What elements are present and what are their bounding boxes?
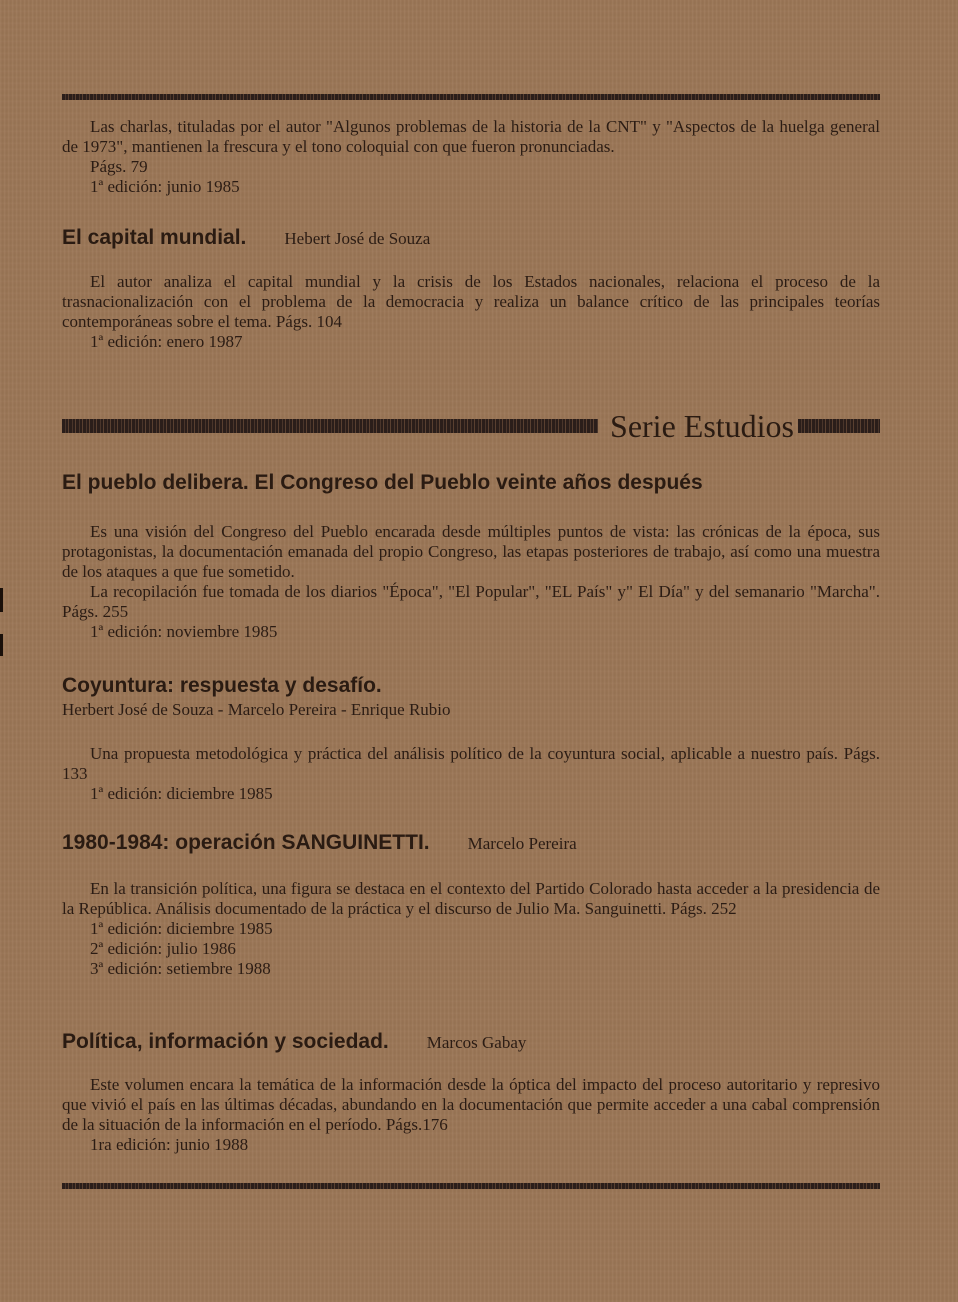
politica-author: Marcos Gabay xyxy=(426,1033,527,1052)
pueblo-title-row xyxy=(62,471,880,495)
left-edge-mark-bottom xyxy=(0,634,3,656)
capital-title-row xyxy=(62,226,880,250)
sanguinetti-edition-2: 2ª edición: julio 1986 xyxy=(90,939,236,958)
sanguinetti-title: 1980-1984: operación SANGUINETTI. xyxy=(62,831,430,854)
sanguinetti-description: En la transición política, una figura se destaca en el contexto del Partido Colorado hasta acceder a la presidencia de la República. Análisis documentado de la práctica y el discurso de Julio Ma. Sanguinetti. Págs. 252 xyxy=(62,879,880,918)
coyuntura-authors: Herbert José de Souza - Marcelo Pereira - Enrique Rubio xyxy=(62,700,451,719)
top-entry-edition-1: 1ª edición: junio 1985 xyxy=(90,177,240,196)
series-bar-left xyxy=(62,419,598,433)
pueblo-edition-1: 1ª edición: noviembre 1985 xyxy=(90,622,278,641)
capital-entry xyxy=(62,272,880,352)
sanguinetti-title-row xyxy=(62,831,880,855)
coyuntura-title-row xyxy=(62,674,880,698)
top-divider-rule xyxy=(62,94,880,100)
sanguinetti-edition-3: 3ª edición: setiembre 1988 xyxy=(90,959,271,978)
sanguinetti-entry xyxy=(62,879,880,979)
capital-description: El autor analiza el capital mundial y la crisis de los Estados nacionales, relaciona el proceso de la trasnacionalización con el problema de la democracia y realiza un balance crítico de las principales teorías contemporáneas sobre el tema. Págs. 104 xyxy=(62,272,880,331)
pueblo-paragraph-2: La recopilación fue tomada de los diarios "Época", "El Popular", "EL País" y" El Día" y del semanario "Marcha". Págs. 255 xyxy=(62,582,880,621)
series-bar-right xyxy=(798,419,880,433)
series-header xyxy=(62,408,880,444)
capital-title: El capital mundial. xyxy=(62,226,247,249)
top-entry-pages: Págs. 79 xyxy=(90,157,148,176)
politica-edition-1: 1ra edición: junio 1988 xyxy=(90,1135,249,1154)
capital-author: Hebert José de Souza xyxy=(284,229,431,248)
politica-description: Este volumen encara la temática de la información desde la óptica del impacto del proceso autoritario y represivo que vivió el país en las últimas décadas, abundando en la documentación que permite acceder a una cabal comprensión de la situación de la información en el período. Págs.176 xyxy=(62,1075,880,1134)
pueblo-entry xyxy=(62,522,880,642)
top-entry-description: Las charlas, tituladas por el autor "Algunos problemas de la historia de la CNT" y "Aspectos de la huelga general de 1973", mantienen la frescura y el tono coloquial con que fueron pronunciadas. xyxy=(62,117,880,156)
left-edge-mark-top xyxy=(0,588,3,612)
politica-entry xyxy=(62,1075,880,1155)
politica-title: Política, información y sociedad. xyxy=(62,1030,389,1053)
top-entry xyxy=(62,117,880,197)
pueblo-title: El pueblo delibera. El Congreso del Pueblo veinte años después xyxy=(62,471,703,494)
coyuntura-edition-1: 1ª edición: diciembre 1985 xyxy=(90,784,273,803)
sanguinetti-edition-1: 1ª edición: diciembre 1985 xyxy=(90,919,273,938)
sanguinetti-author: Marcelo Pereira xyxy=(467,834,577,853)
bottom-divider-rule xyxy=(62,1183,880,1189)
coyuntura-description: Una propuesta metodológica y práctica del análisis político de la coyuntura social, aplicable a nuestro país. Págs. 133 xyxy=(62,744,880,783)
coyuntura-entry xyxy=(62,744,880,804)
politica-title-row xyxy=(62,1030,880,1054)
pueblo-paragraph-1: Es una visión del Congreso del Pueblo encarada desde múltiples puntos de vista: las crónicas de la época, sus protagonistas, la documentación emanada del propio Congreso, las etapas posteriores de trabajo, así como una muestra de los ataques a que fue sometido. xyxy=(62,522,880,581)
capital-edition-1: 1ª edición: enero 1987 xyxy=(90,332,243,351)
coyuntura-title: Coyuntura: respuesta y desafío. xyxy=(62,674,382,697)
series-title: Serie Estudios xyxy=(610,408,794,444)
